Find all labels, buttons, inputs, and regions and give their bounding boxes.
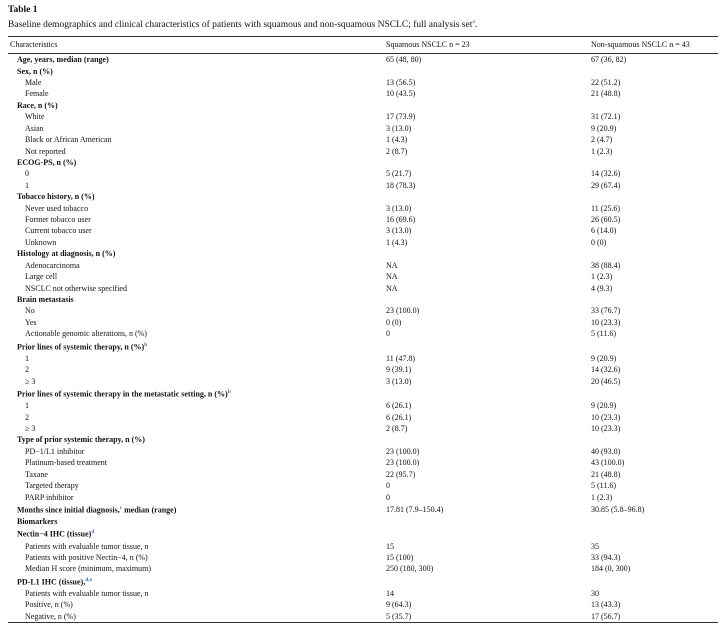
row-label	[8, 168, 386, 179]
row-label	[8, 328, 386, 339]
row-label	[8, 340, 386, 353]
cell-non-squamous: 30.85 (5.8–96.8)	[591, 504, 645, 514]
table-row	[8, 271, 718, 282]
row-label-text: ≥ 3	[25, 423, 36, 433]
row-label-text: No	[25, 306, 35, 316]
table-row	[8, 283, 718, 294]
table-row	[8, 180, 718, 191]
table-row	[8, 260, 718, 271]
cell-squamous: NA	[386, 272, 398, 282]
cell-non-squamous: 11 (25.6)	[591, 203, 621, 213]
row-label	[8, 146, 386, 157]
table-row	[8, 54, 718, 66]
cell-non-squamous: 9 (20.9)	[591, 123, 617, 133]
cell-non-squamous: 43 (100.0)	[591, 458, 625, 468]
cell-squamous: 3 (13.0)	[386, 226, 412, 236]
table-row	[8, 423, 718, 434]
row-label-text: Platinum-based treatment	[25, 458, 107, 468]
footnote-mark: b	[144, 341, 148, 348]
row-label-text: Sex, n (%)	[17, 66, 53, 76]
cell-squamous: 5 (35.7)	[386, 611, 591, 623]
cell-non-squamous: 6 (14.0)	[591, 226, 617, 236]
cell-squamous	[386, 527, 591, 540]
row-label	[8, 237, 386, 248]
row-label	[8, 446, 386, 457]
cell-non-squamous: 1 (2.3)	[591, 146, 613, 156]
row-label-text: White	[25, 112, 45, 122]
row-label-text: 2	[25, 365, 29, 375]
footnote-mark: d	[91, 529, 95, 536]
demographics-table	[8, 36, 718, 623]
row-label	[8, 157, 386, 168]
table-row	[8, 434, 718, 445]
row-label-text: Asian	[25, 123, 44, 133]
table-row	[8, 123, 718, 134]
row-label-text: Nectin−4 IHC (tissue)	[17, 530, 92, 540]
row-label-text: Targeted therapy	[25, 481, 79, 491]
table-row	[8, 400, 718, 411]
table-row	[8, 100, 718, 111]
row-label	[8, 305, 386, 316]
header-squamous: Squamous NSCLC n = 23	[386, 37, 591, 54]
row-label-text: Tobacco history, n (%)	[17, 192, 95, 202]
row-label-text: Median H score (minimum, maximum)	[25, 564, 151, 574]
table-row	[8, 353, 718, 364]
cell-squamous: 2 (8.7)	[386, 146, 408, 156]
cell-squamous: 11 (47.8)	[386, 353, 416, 363]
row-label	[8, 271, 386, 282]
header-characteristics: Characteristics	[8, 37, 386, 54]
cell-non-squamous: 20 (46.5)	[591, 376, 621, 386]
table-row	[8, 469, 718, 480]
table-row	[8, 168, 718, 179]
cell-non-squamous: 21 (48.8)	[591, 469, 621, 479]
row-label-text: Black or African American	[25, 135, 112, 145]
table-row	[8, 214, 718, 225]
table-label: Table 1	[8, 5, 38, 15]
cell-squamous	[386, 340, 591, 353]
row-label-text: Male	[25, 78, 42, 87]
cell-non-squamous	[591, 434, 718, 445]
row-label	[8, 541, 386, 552]
row-label-text: Female	[25, 89, 49, 99]
cell-squamous: 65 (48, 80)	[386, 55, 422, 65]
row-label-text: Age, years, median (range)	[17, 55, 109, 65]
row-label	[8, 480, 386, 491]
cell-non-squamous: 14 (32.6)	[591, 169, 621, 179]
row-label-suffix: median (range)	[122, 505, 177, 515]
row-label	[8, 317, 386, 328]
row-label	[8, 503, 386, 516]
cell-squamous: 22 (95.7)	[386, 469, 416, 479]
footnote-mark: c	[119, 504, 123, 511]
row-label-text: 2	[25, 412, 29, 422]
cell-squamous: 1 (4.3)	[386, 237, 408, 247]
cell-squamous: 0	[386, 329, 390, 339]
row-label-text: Histology at diagnosis, n (%)	[17, 249, 116, 259]
table-row	[8, 340, 718, 353]
table-row	[8, 575, 718, 588]
cell-non-squamous: 26 (60.5)	[591, 215, 621, 225]
cell-non-squamous: 10 (23.3)	[591, 412, 621, 422]
cell-non-squamous: 40 (93.0)	[591, 446, 621, 456]
cell-non-squamous: 10 (23.3)	[591, 317, 621, 327]
row-label	[8, 527, 386, 540]
row-label-text: NSCLC not otherwise specified	[25, 283, 127, 293]
table-row	[8, 294, 718, 305]
cell-squamous: 15 (100)	[386, 552, 414, 562]
table-row	[8, 563, 718, 574]
row-label-text: ≥ 3	[25, 376, 36, 386]
cell-squamous: 17 (73.9)	[386, 112, 416, 122]
cell-non-squamous: 29 (67.4)	[591, 180, 621, 190]
caption-period: .	[475, 20, 478, 31]
row-label-text: Never used tobacco	[25, 203, 89, 213]
table-row	[8, 88, 718, 99]
footnote-mark: b	[227, 389, 231, 396]
row-label	[8, 180, 386, 191]
cell-squamous: 10 (43.5)	[386, 89, 416, 99]
cell-non-squamous: 14 (32.6)	[591, 365, 621, 375]
row-label	[8, 552, 386, 563]
table-row	[8, 77, 718, 88]
caption-text: Baseline demographics and clinical characteristics of patients with squamous and non-squamous NSCLC; full analysis set	[8, 20, 473, 31]
row-label-text: Former tobacco user	[25, 215, 91, 225]
cell-squamous: 13 (56.5)	[386, 78, 416, 87]
row-label	[8, 563, 386, 574]
cell-non-squamous: 17 (56.7)	[591, 611, 718, 623]
cell-non-squamous	[591, 516, 718, 527]
cell-non-squamous	[591, 575, 718, 588]
table-row	[8, 66, 718, 77]
cell-non-squamous: 22 (51.2)	[591, 78, 621, 87]
row-label	[8, 134, 386, 145]
row-label	[8, 191, 386, 202]
cell-squamous	[386, 248, 591, 259]
cell-squamous: 6 (26.1)	[386, 412, 412, 422]
cell-non-squamous: 13 (43.3)	[591, 600, 621, 610]
row-label	[8, 111, 386, 122]
table-row	[8, 412, 718, 423]
row-label	[8, 353, 386, 364]
cell-non-squamous: 33 (76.7)	[591, 306, 621, 316]
cell-non-squamous: 30	[591, 588, 599, 598]
cell-squamous	[386, 516, 591, 527]
row-label-text: 1	[25, 180, 29, 190]
table-row	[8, 492, 718, 503]
row-label-text: Positive, n (%)	[25, 600, 73, 610]
table-row	[8, 552, 718, 563]
row-label	[8, 492, 386, 503]
cell-non-squamous: 38 (88.4)	[591, 260, 621, 270]
row-label-text: Negative, n (%)	[25, 611, 76, 621]
row-label-text: 1	[25, 401, 29, 411]
row-label	[8, 225, 386, 236]
table-row	[8, 387, 718, 400]
cell-squamous: 9 (64.3)	[386, 600, 412, 610]
cell-squamous	[386, 387, 591, 400]
row-label-text: Yes	[25, 317, 37, 327]
cell-non-squamous	[591, 527, 718, 540]
row-label-text: Prior lines of systemic therapy in the metastatic setting, n (%)	[17, 389, 228, 399]
cell-squamous: NA	[386, 283, 398, 293]
row-label-text: Unknown	[25, 237, 57, 247]
cell-squamous: 6 (26.1)	[386, 401, 412, 411]
cell-squamous: 15	[386, 541, 394, 551]
table-row	[8, 225, 718, 236]
row-label-text: 0	[25, 169, 29, 179]
row-label	[8, 66, 386, 77]
table-row	[8, 305, 718, 316]
cell-non-squamous: 67 (36, 82)	[591, 55, 627, 65]
table-row	[8, 503, 718, 516]
table-row	[8, 203, 718, 214]
row-label-text: Prior lines of systemic therapy, n (%)	[17, 342, 145, 352]
row-label-text: Actionable genomic alterations, n (%)	[25, 329, 147, 339]
table-row	[8, 328, 718, 339]
row-label-text: PD-L1 IHC (tissue),	[17, 577, 86, 587]
cell-non-squamous: 21 (48.8)	[591, 89, 621, 99]
row-label-text: Adenocarcinoma	[25, 260, 80, 270]
table-body	[8, 54, 718, 623]
cell-squamous	[386, 66, 591, 77]
cell-squamous: 9 (39.1)	[386, 365, 412, 375]
row-label	[8, 283, 386, 294]
row-label-text: Biomarkers	[17, 517, 58, 526]
cell-non-squamous	[591, 157, 718, 168]
cell-squamous: 16 (69.6)	[386, 215, 416, 225]
cell-non-squamous: 9 (20.9)	[591, 401, 617, 411]
row-label	[8, 588, 386, 599]
cell-squamous	[386, 157, 591, 168]
header-non-squamous: Non-squamous NSCLC n = 43	[591, 37, 718, 54]
cell-non-squamous	[591, 248, 718, 259]
table-row	[8, 446, 718, 457]
row-label	[8, 294, 386, 305]
table-row	[8, 541, 718, 552]
row-label-text: Patients with evaluable tumor tissue, n	[25, 541, 149, 551]
cell-non-squamous: 1 (2.3)	[591, 272, 613, 282]
cell-squamous	[386, 191, 591, 202]
row-label	[8, 88, 386, 99]
row-label-text: Current tobacco user	[25, 226, 92, 236]
row-label	[8, 599, 386, 610]
cell-non-squamous: 2 (4.7)	[591, 135, 613, 145]
table-row	[8, 191, 718, 202]
cell-non-squamous: 1 (2.3)	[591, 492, 613, 502]
cell-squamous: 23 (100.0)	[386, 306, 420, 316]
cell-squamous: 14	[386, 588, 394, 598]
cell-non-squamous	[591, 340, 718, 353]
cell-non-squamous: 0 (0)	[591, 237, 607, 247]
row-label-text: Taxane	[25, 469, 48, 479]
row-label	[8, 214, 386, 225]
row-label-text: Not reported	[25, 146, 66, 156]
row-label	[8, 516, 386, 527]
cell-non-squamous	[591, 66, 718, 77]
row-label	[8, 77, 386, 88]
row-label	[8, 100, 386, 111]
row-label-text: Patients with evaluable tumor tissue, n	[25, 588, 149, 598]
table-row	[8, 457, 718, 468]
table-row	[8, 588, 718, 599]
cell-squamous: 1 (4.3)	[386, 135, 408, 145]
row-label	[8, 123, 386, 134]
row-label	[8, 412, 386, 423]
cell-non-squamous: 9 (20.9)	[591, 353, 617, 363]
cell-non-squamous	[591, 191, 718, 202]
cell-squamous: NA	[386, 260, 398, 270]
row-label-text: Type of prior systemic therapy, n (%)	[17, 435, 145, 445]
table-row	[8, 157, 718, 168]
table-row	[8, 527, 718, 540]
table-row	[8, 248, 718, 259]
table-row	[8, 516, 718, 527]
cell-squamous: 250 (180, 300)	[386, 564, 434, 574]
table-row	[8, 134, 718, 145]
cell-squamous: 0	[386, 481, 390, 491]
cell-non-squamous	[591, 100, 718, 111]
table-row	[8, 599, 718, 610]
row-label-text: PARP inhibitor	[25, 492, 74, 502]
row-label-text: ECOG-PS, n (%)	[17, 157, 77, 167]
cell-non-squamous: 184 (0, 300)	[591, 564, 631, 574]
table-caption	[8, 16, 718, 31]
cell-non-squamous	[591, 294, 718, 305]
table-header-row	[8, 37, 718, 54]
cell-non-squamous: 5 (11.6)	[591, 481, 617, 491]
row-label-text: Brain metastasis	[17, 295, 74, 305]
cell-squamous: 5 (21.7)	[386, 169, 412, 179]
table-row	[8, 317, 718, 328]
row-label-text: Race, n (%)	[17, 100, 58, 110]
cell-squamous: 23 (100.0)	[386, 446, 420, 456]
table-row	[8, 364, 718, 375]
cell-non-squamous: 31 (72.1)	[591, 112, 621, 122]
cell-non-squamous: 5 (11.6)	[591, 329, 617, 339]
row-label-text: Large cell	[25, 272, 58, 282]
cell-squamous: 18 (78.3)	[386, 180, 416, 190]
row-label	[8, 423, 386, 434]
row-label	[8, 434, 386, 445]
row-label	[8, 387, 386, 400]
table-row	[8, 480, 718, 491]
cell-non-squamous: 33 (94.3)	[591, 552, 621, 562]
row-label	[8, 469, 386, 480]
cell-squamous: 3 (13.0)	[386, 376, 412, 386]
row-label	[8, 54, 386, 66]
caption-footnote-mark: a	[472, 19, 476, 25]
row-label	[8, 457, 386, 468]
row-label	[8, 376, 386, 387]
cell-squamous: 0	[386, 492, 390, 502]
row-label	[8, 203, 386, 214]
cell-non-squamous: 35	[591, 541, 599, 551]
cell-squamous: 17.81 (7.9–150.4)	[386, 504, 444, 514]
cell-squamous: 2 (8.7)	[386, 423, 408, 433]
row-label-text: 1	[25, 353, 29, 363]
cell-squamous: 3 (13.0)	[386, 203, 412, 213]
row-label	[8, 364, 386, 375]
cell-squamous: 0 (0)	[386, 317, 402, 327]
cell-non-squamous: 4 (9.3)	[591, 283, 613, 293]
row-label	[8, 248, 386, 259]
row-label-text: Months since initial diagnosis,	[17, 505, 120, 515]
cell-squamous	[386, 100, 591, 111]
cell-non-squamous: 10 (23.3)	[591, 423, 621, 433]
row-label	[8, 260, 386, 271]
cell-squamous: 3 (13.0)	[386, 123, 412, 133]
row-label-text: Patients with positive Nectin−4, n (%)	[25, 552, 148, 562]
table-row	[8, 111, 718, 122]
table-row	[8, 146, 718, 157]
cell-squamous	[386, 294, 591, 305]
table-row	[8, 376, 718, 387]
cell-squamous	[386, 575, 591, 588]
cell-squamous: 23 (100.0)	[386, 458, 420, 468]
cell-non-squamous	[591, 387, 718, 400]
table-row	[8, 237, 718, 248]
row-label	[8, 575, 386, 588]
row-label	[8, 400, 386, 411]
row-label-text: PD−1/L1 inhibitor	[25, 446, 85, 456]
footnote-mark: d,e	[85, 576, 93, 583]
cell-squamous	[386, 434, 591, 445]
